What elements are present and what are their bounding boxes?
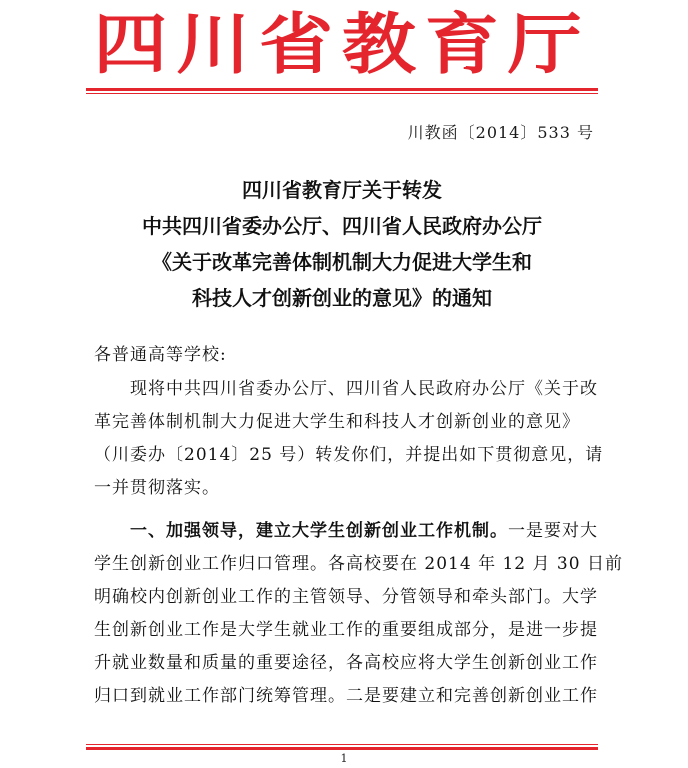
paragraph-line: 一并贯彻落实。: [94, 478, 220, 498]
addressee: 各普通高等学校:: [94, 345, 227, 365]
section-heading: 一、加强领导，建立大学生创新创业工作机制。: [94, 521, 508, 541]
paragraph-line: 学生创新创业工作归口管理。各高校要在 2014 年 12 月 30 日前: [94, 554, 623, 574]
title-line: 四川省教育厅关于转发: [242, 178, 442, 202]
paragraph-line: 升就业数量和质量的重要途径，各高校应将大学生创新创业工作: [94, 653, 598, 673]
paragraph-line: 现将中共四川省委办公厅、四川省人民政府办公厅《关于改: [94, 379, 598, 399]
paragraph-line: [94, 515, 598, 548]
paragraph-line: 生创新创业工作是大学生就业工作的重要组成部分，是进一步提: [94, 620, 598, 640]
masthead-title: 四川省教育厅: [93, 5, 591, 83]
paragraph-line: （川委办〔2014〕25 号）转发你们，并提出如下贯彻意见，请: [94, 445, 604, 465]
paragraph-text: 一是要对大: [508, 521, 598, 541]
body-paragraph-2: [94, 515, 623, 713]
footer-rule-thin: [86, 744, 598, 745]
document-number: 川教函〔2014〕533 号: [407, 123, 594, 142]
paragraph-line: 革完善体制机制大力促进大学生和科技人才创新创业的意见》: [94, 412, 580, 432]
paragraph-line: 归口到就业工作部门统筹管理。二是要建立和完善创新创业工作: [94, 686, 598, 706]
page-number: 1: [340, 752, 348, 765]
title-line: 科技人才创新创业的意见》的通知: [192, 286, 492, 310]
masthead-rule-thin: [86, 93, 598, 94]
masthead-rule-thick: [86, 88, 598, 91]
document-title: [86, 172, 598, 316]
footer-rule-thick: [86, 747, 598, 750]
paragraph-line: 明确校内创新创业工作的主管领导、分管领导和牵头部门。大学: [94, 587, 598, 607]
body-paragraph-1: [94, 373, 604, 505]
title-line: 《关于改革完善体制机制大力促进大学生和: [152, 250, 532, 274]
title-line: 中共四川省委办公厅、四川省人民政府办公厅: [142, 214, 542, 238]
